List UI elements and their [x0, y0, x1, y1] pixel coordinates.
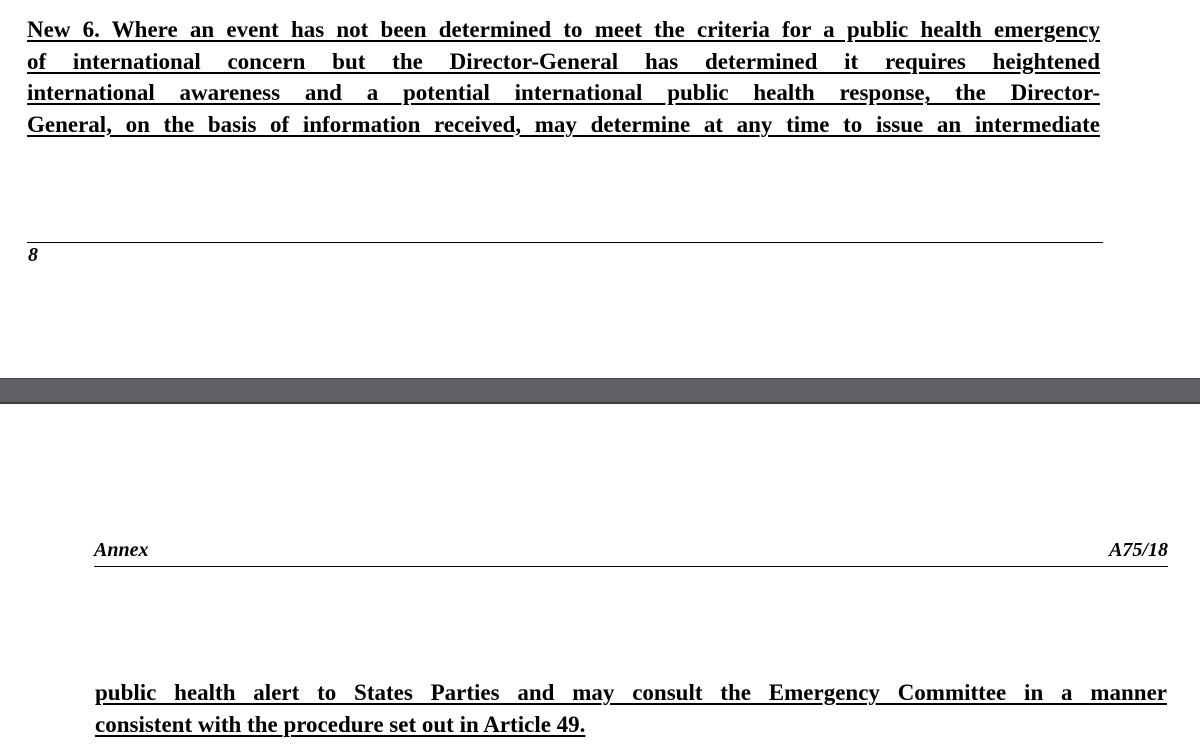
amendment-paragraph-top — [27, 14, 1100, 140]
paragraph-line: international awareness and a potential international public health response, the Director- — [27, 80, 1100, 105]
paragraph-line: General, on the basis of information received, may determine at any time to issue an intermediate — [27, 111, 1100, 137]
paragraph-line: public health alert to States Parties and may consult the Emergency Committee in a manner — [95, 680, 1167, 705]
page-number: 8 — [28, 244, 38, 266]
paragraph-line: New 6. Where an event has not been determined to meet the criteria for a public health emergency — [27, 17, 1100, 42]
header-rule — [94, 566, 1168, 567]
paragraph-line: of international concern but the Director-General has determined it requires heightened — [27, 48, 1100, 74]
header-annex-label: Annex — [94, 539, 149, 561]
footer-rule — [27, 242, 1103, 243]
paragraph-line: consistent with the procedure set out in Article 49. — [95, 711, 586, 737]
header-document-reference: A75/18 — [1109, 539, 1168, 561]
page-separator — [0, 378, 1200, 404]
amendment-paragraph-bottom — [95, 677, 1167, 740]
